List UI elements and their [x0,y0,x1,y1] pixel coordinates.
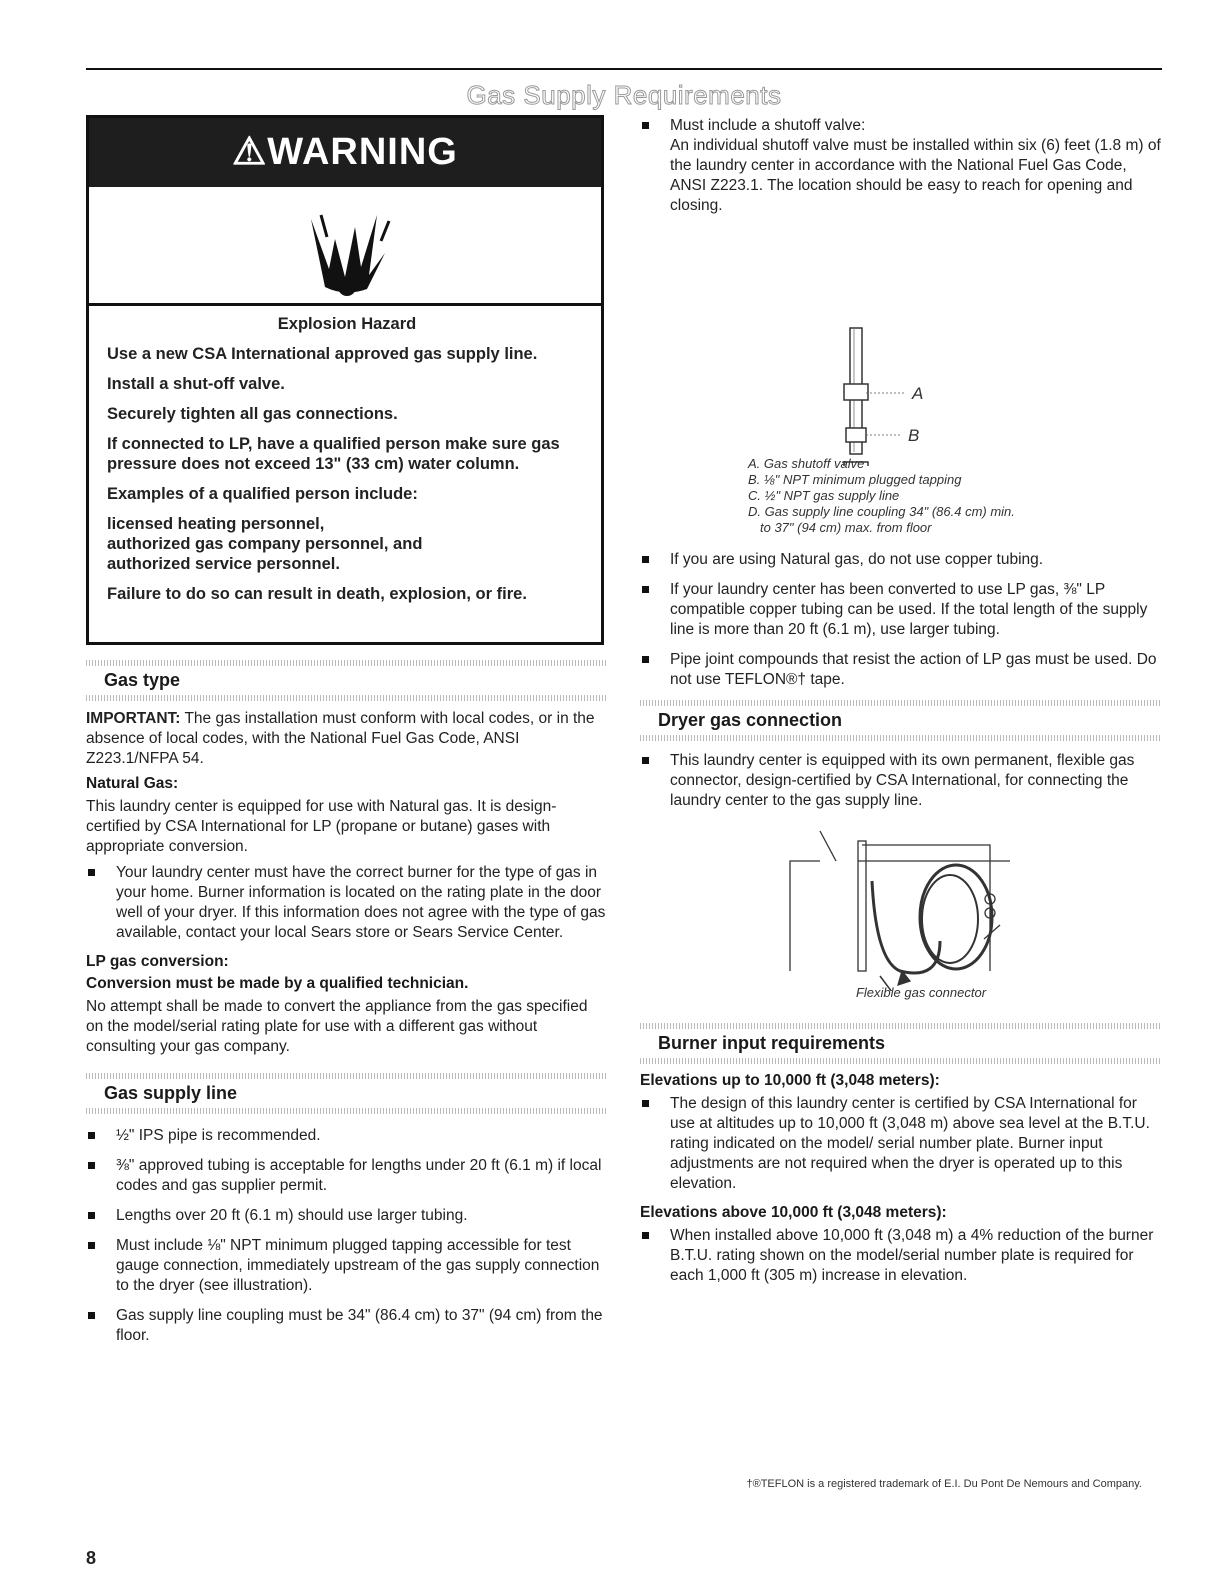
shutoff-text: An individual shutoff valve must be installed within six (6) feet (1.8 m) of the laundry center in accordance with the National Fuel Gas Code, ANSI Z223.1. The location should be easy to reach for opening and closing. [670,137,1161,214]
elevation-above-list [640,1226,1162,1286]
page-title: Gas Supply Requirements [466,80,782,110]
section-rule [640,1023,1162,1029]
gas-supply-line-heading: Gas supply line [104,1083,238,1103]
list-item: ½" IPS pipe is recommended. [86,1126,606,1146]
section-rule [640,700,1162,706]
dryer-connection-list [640,751,1162,811]
natural-gas-text: This laundry center is equipped for use with Natural gas. It is design-certified by CSA International for LP (propane or butane) gases with appropriate conversion. [86,798,557,855]
warning-header-text: WARNING [267,131,458,173]
list-item [640,116,1162,216]
warning-box [86,115,604,645]
explosion-icon [89,187,601,305]
list-item: This laundry center is equipped with its own permanent, flexible gas connector, design-certified by CSA International, for connecting the laundry center to the gas supply line. [640,751,1162,811]
supply-line-list [86,1126,606,1346]
page-number: 8 [86,1548,97,1568]
warning-line: authorized gas company personnel, and [107,535,423,553]
list-item: Must include ⅛" NPT minimum plugged tapping accessible for test gauge connection, immediately upstream of the gas supply connection to the dryer (see illustration). [86,1236,606,1296]
section-rule [86,660,606,666]
lp-conversion-heading: LP gas conversion: [86,953,229,970]
connector-caption: Flexible gas connector [855,985,987,1000]
warning-divider [89,303,601,306]
lp-conversion-bold: Conversion must be made by a qualified technician. [86,975,469,992]
burner-input-heading: Burner input requirements [658,1033,886,1053]
gas-type-heading: Gas type [104,670,181,690]
gas-pipe-diagram [640,216,1162,466]
list-item: Gas supply line coupling must be 34" (86.4 cm) to 37" (94 cm) from the floor. [86,1306,606,1346]
top-rule [86,68,1162,70]
caption-line: B. ⅛" NPT minimum plugged tapping [748,472,962,487]
caption-line: D. Gas supply line coupling 34" (86.4 cm) min. [748,504,1015,519]
trademark-footnote: †®TEFLON is a registered trademark of E.I. Du Pont De Nemours and Company. [746,1478,1142,1490]
elevation-up-list [640,1094,1162,1194]
warning-title: Explosion Hazard [277,315,417,333]
diagram-label: A [912,384,924,403]
important-note [86,709,606,769]
warning-line: Examples of a qualified person include: [107,485,418,503]
section-rule [86,695,606,701]
natural-gas-heading: Natural Gas: [86,775,179,792]
list-item: ⅜" approved tubing is acceptable for lengths under 20 ft (6.1 m) if local codes and gas supplier permit. [86,1156,606,1196]
warning-line: Install a shut-off valve. [107,375,285,393]
caption-line: C. ½" NPT gas supply line [748,488,900,503]
list-item: Pipe joint compounds that resist the action of LP gas must be used. Do not use TEFLON®† tape. [640,650,1162,690]
diagram-captions [748,456,1162,536]
elevation-above-heading: Elevations above 10,000 ft (3,048 meters): [640,1204,947,1221]
list-item: Lengths over 20 ft (6.1 m) should use larger tubing. [86,1206,606,1226]
caption-line: A. Gas shutoff valve [748,456,865,471]
section-rule [86,1073,606,1079]
warning-line: Use a new CSA International approved gas supply line. [107,345,538,363]
list-item: The design of this laundry center is certified by CSA International for use at altitudes up to 10,000 ft (3,048 m) above sea level at the B.T.U. rating indicated on the model/ serial number plate. Burner input adjustments are not required when the dryer is operated up to this elevation. [640,1094,1162,1194]
warning-line: Securely tighten all gas connections. [107,405,398,423]
list-item: If you are using Natural gas, do not use copper tubing. [640,550,1162,570]
warning-triangle-icon: ⚠ [232,131,268,173]
important-text: The gas installation must conform with local codes, or in the absence of local codes, with the National Fuel Gas Code, ANSI Z223.1/NFPA 54. [86,710,595,767]
section-rule [86,1108,606,1114]
shutoff-title: Must include a shutoff valve: [670,117,866,134]
warning-body [107,314,587,614]
caption-line: to 37" (94 cm) max. from floor [760,520,932,535]
important-label: IMPORTANT: [86,710,181,727]
natural-gas-list [86,863,606,943]
list-item: If your laundry center has been converted to use LP gas, ⅜" LP compatible copper tubing can be used. If the total length of the supply line is more than 20 ft (6.1 m), use larger tubing. [640,580,1162,640]
tubing-list [640,550,1162,690]
warning-line: Failure to do so can result in death, explosion, or fire. [107,585,527,603]
elevation-up-heading: Elevations up to 10,000 ft (3,048 meters): [640,1072,940,1089]
warning-line: authorized service personnel. [107,555,340,573]
warning-line: licensed heating personnel, [107,515,325,533]
warning-header [89,118,601,187]
list-item: When installed above 10,000 ft (3,048 m) a 4% reduction of the burner B.T.U. rating shown on the model/serial number plate is required for each 1,000 ft (305 m) increase in elevation. [640,1226,1162,1286]
lp-conversion-text: No attempt shall be made to convert the appliance from the gas specified on the model/serial rating plate for use with a different gas without consulting your gas company. [86,998,588,1055]
shutoff-list [640,116,1162,216]
section-rule [640,735,1162,741]
right-column [640,116,1162,1296]
left-column [86,660,606,1356]
warning-line: If connected to LP, have a qualified person make sure gas pressure does not exceed 13" (33 cm) water column. [107,435,560,473]
dryer-gas-connection-heading: Dryer gas connection [658,710,843,730]
list-item: Your laundry center must have the correct burner for the type of gas in your home. Burner information is located on the rating plate in the door well of your dryer. If this information does not agree with the type of gas available, contact your local Sears store or Sears Service Center. [86,863,606,943]
section-rule [640,1058,1162,1064]
diagram-label: B [908,426,920,445]
flexible-connector-illustration [640,821,1162,991]
